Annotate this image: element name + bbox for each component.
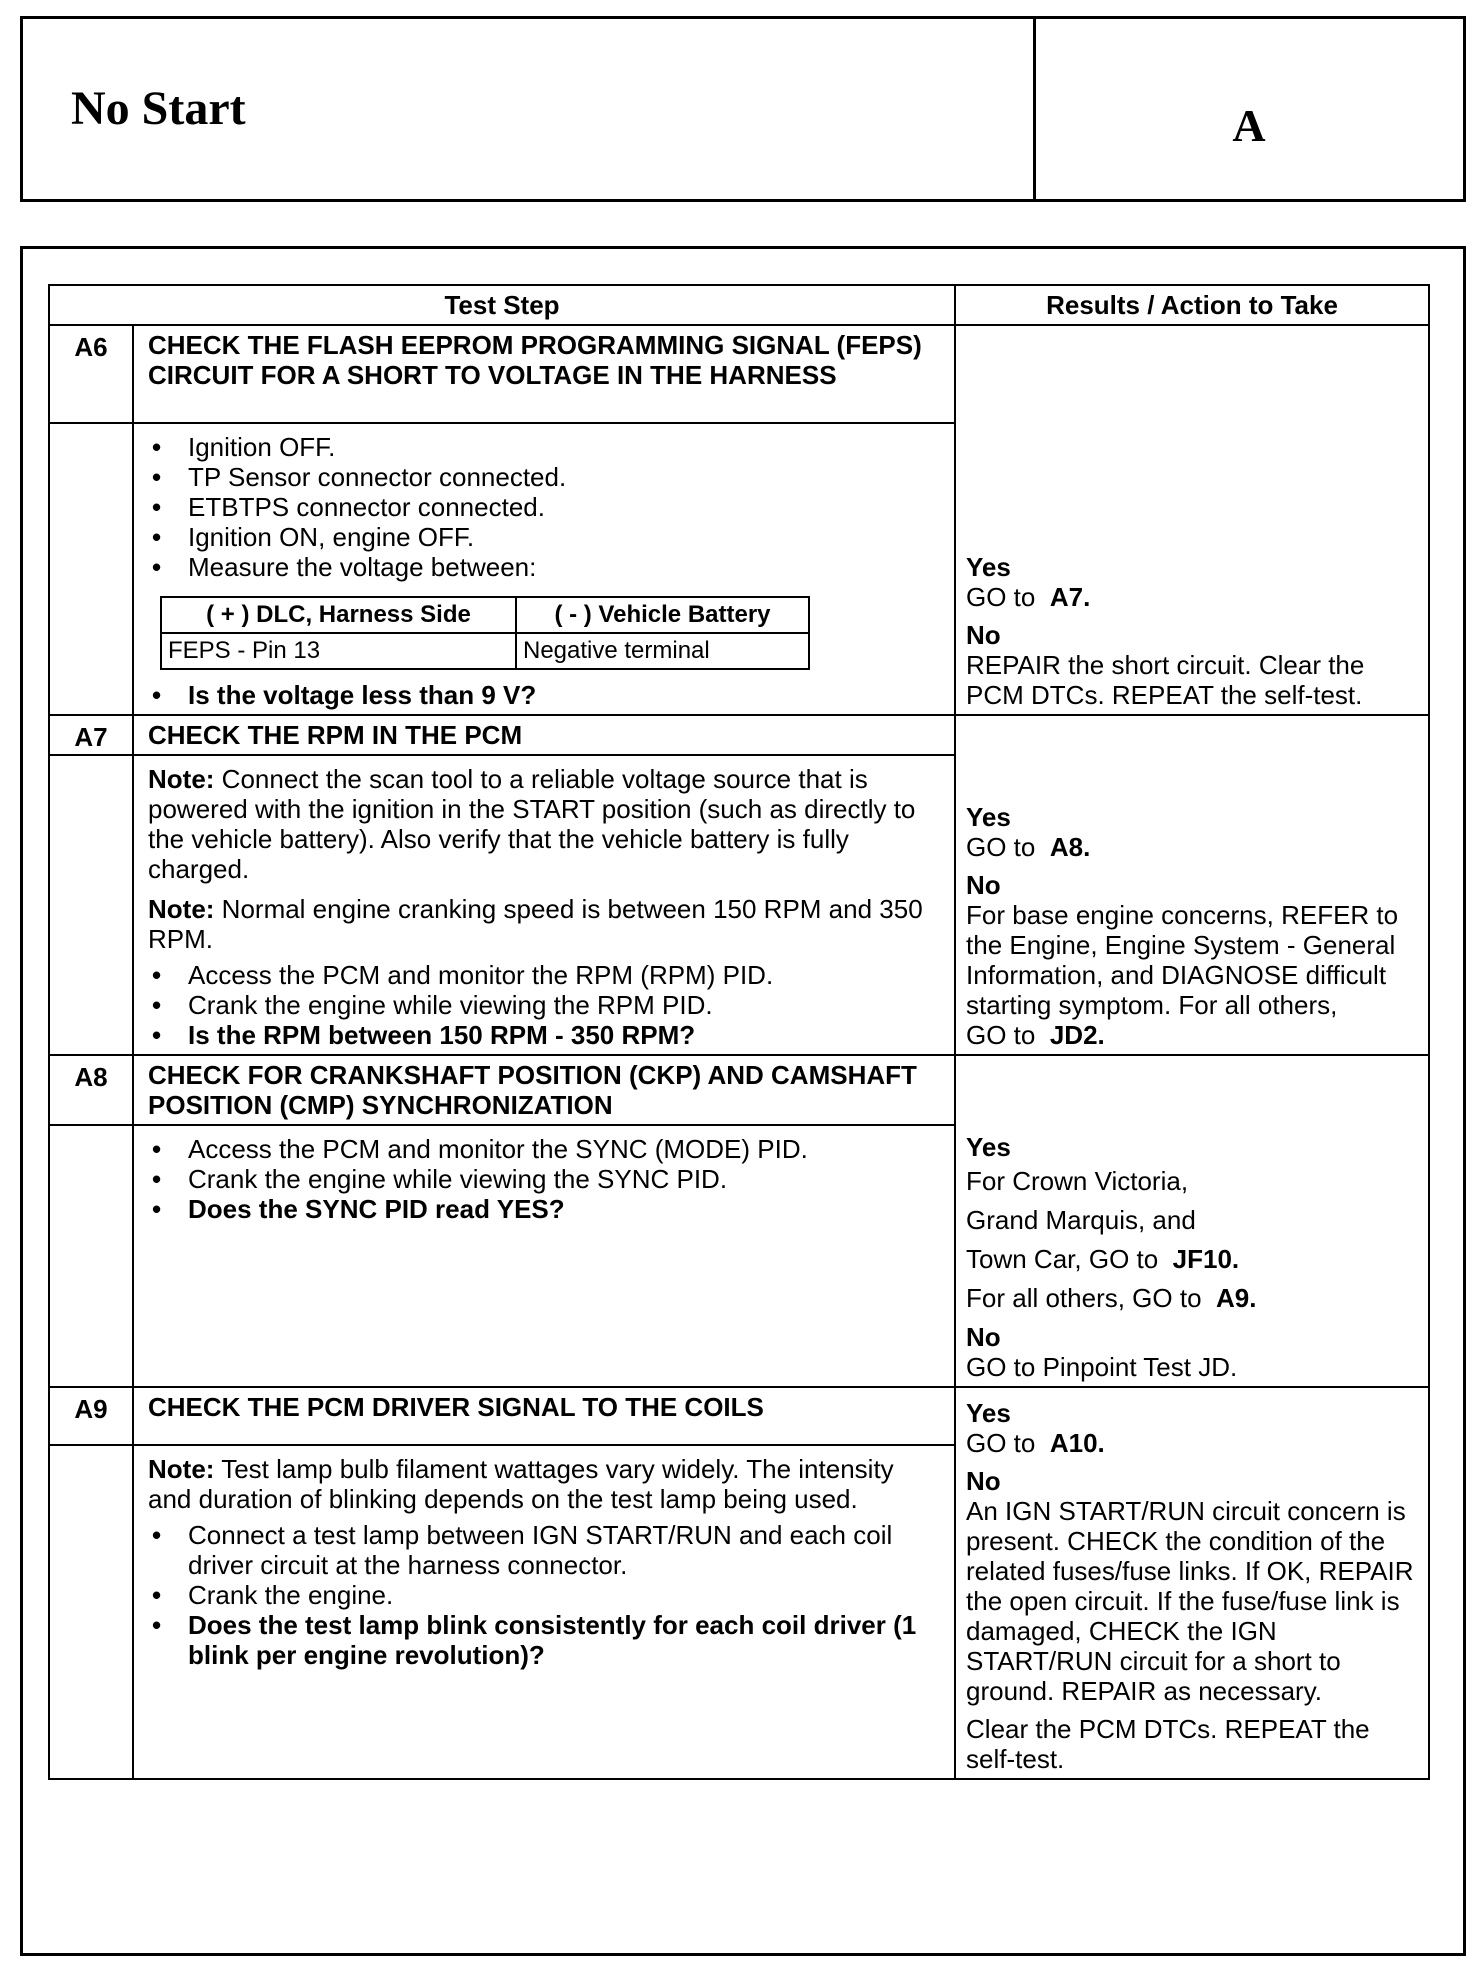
result-yes-line: For all others, GO to A9.	[966, 1283, 1257, 1313]
step-note: Note: Test lamp bulb filament wattages vary widely. The intensity and duration of blinking depends on the test lamp being used.	[148, 1454, 894, 1515]
list-item: • Crank the engine while viewing the RPM PID.	[148, 990, 944, 1020]
result-no-action-2: Clear the PCM DTCs. REPEAT the self-test.	[966, 1714, 1370, 1774]
result-yes-action: GO to A7.	[966, 582, 1091, 612]
result-no-label: No	[966, 620, 1001, 650]
step-a8-title-row	[49, 1055, 1429, 1125]
step-a6-results	[955, 325, 1429, 715]
result-no-label: No	[966, 1466, 1001, 1496]
step-bullet-list	[148, 960, 944, 1050]
step-id: A9	[49, 1387, 133, 1445]
page-header	[20, 16, 1466, 202]
step-a9-instructions	[133, 1445, 955, 1779]
col-header-test-step: Test Step	[49, 285, 955, 325]
step-note: Note: Connect the scan tool to a reliable voltage source that is powered with the ignition in the START position (such as directly to the vehicle battery). Also verify that the vehicle battery is fully charged.	[148, 764, 916, 884]
result-yes-label: Yes	[966, 802, 1011, 832]
result-no-label: No	[966, 1322, 1001, 1352]
test-step-table	[48, 284, 1430, 1780]
result-no-action: GO to Pinpoint Test JD.	[966, 1352, 1238, 1382]
result-no-label: No	[966, 870, 1001, 900]
step-title: CHECK FOR CRANKSHAFT POSITION (CKP) AND CAMSHAFT POSITION (CMP) SYNCHRONIZATION	[133, 1055, 955, 1125]
step-question: • Does the SYNC PID read YES?	[148, 1194, 944, 1224]
step-title: CHECK THE PCM DRIVER SIGNAL TO THE COILS	[133, 1387, 955, 1445]
list-item: • Connect a test lamp between IGN START/RUN and each coil driver circuit at the harness connector.	[148, 1520, 944, 1580]
meas-cell-negative: Negative terminal	[516, 633, 809, 669]
step-id: A8	[49, 1055, 133, 1125]
result-no-action: For base engine concerns, REFER to the Engine, Engine System - General Information, and DIAGNOSE difficult starting symptom. For all others,	[966, 900, 1399, 1020]
meas-cell-positive: FEPS - Pin 13	[161, 633, 516, 669]
measurement-table	[160, 596, 810, 670]
step-a6-title-row	[49, 325, 1429, 423]
step-id: A6	[49, 325, 133, 423]
table-header-row	[49, 285, 1429, 325]
meas-header-positive: ( + ) DLC, Harness Side	[161, 597, 516, 633]
step-bullet-list	[148, 1520, 944, 1670]
list-item: • Ignition ON, engine OFF.	[148, 522, 944, 552]
step-note: Note: Normal engine cranking speed is between 150 RPM and 350 RPM.	[148, 894, 923, 954]
step-bullet-list	[148, 1134, 944, 1224]
step-question: • Is the voltage less than 9 V?	[148, 680, 944, 710]
page-title: No Start	[71, 82, 246, 135]
step-a9-title-row	[49, 1387, 1429, 1445]
step-a6-instructions	[133, 423, 955, 715]
section-label: A	[1232, 100, 1266, 151]
step-title: CHECK THE FLASH EEPROM PROGRAMMING SIGNAL (FEPS) CIRCUIT FOR A SHORT TO VOLTAGE IN THE HARNESS	[133, 325, 955, 423]
result-yes-line: For Crown Victoria,	[966, 1166, 1189, 1196]
step-a7-title-row	[49, 715, 1429, 755]
step-id: A7	[49, 715, 133, 755]
step-title: CHECK THE RPM IN THE PCM	[133, 715, 955, 755]
list-item: • Crank the engine while viewing the SYNC PID.	[148, 1164, 944, 1194]
result-no-action: An IGN START/RUN circuit concern is present. CHECK the condition of the related fuses/fuse links. If OK, REPAIR the open circuit. If the fuse/fuse link is damaged, CHECK the IGN START/RUN circuit for a short to ground. REPAIR as necessary.	[966, 1496, 1414, 1706]
result-yes-action: GO to A10.	[966, 1428, 1105, 1458]
list-item: • TP Sensor connector connected.	[148, 462, 944, 492]
result-no-action: REPAIR the short circuit. Clear the PCM DTCs. REPEAT the self-test.	[966, 650, 1365, 710]
list-item: • Crank the engine.	[148, 1580, 944, 1610]
step-question: • Is the RPM between 150 RPM - 350 RPM?	[148, 1020, 944, 1050]
step-a9-results	[955, 1387, 1429, 1779]
result-yes-label: Yes	[966, 1132, 1011, 1162]
meas-header-negative: ( - ) Vehicle Battery	[516, 597, 809, 633]
step-question: • Does the test lamp blink consistently for each coil driver (1 blink per engine revolution)?	[148, 1610, 944, 1670]
result-no-goto: GO to JD2.	[966, 1020, 1105, 1050]
list-item: • ETBTPS connector connected.	[148, 492, 944, 522]
step-a8-results	[955, 1055, 1429, 1387]
step-bullet-list	[148, 432, 944, 582]
result-yes-label: Yes	[966, 1398, 1011, 1428]
list-item: • Access the PCM and monitor the RPM (RPM) PID.	[148, 960, 944, 990]
list-item: • Ignition OFF.	[148, 432, 944, 462]
step-a7-instructions	[133, 755, 955, 1055]
step-a8-instructions	[133, 1125, 955, 1387]
list-item: • Access the PCM and monitor the SYNC (MODE) PID.	[148, 1134, 944, 1164]
result-yes-label: Yes	[966, 552, 1011, 582]
result-yes-line: Town Car, GO to JF10.	[966, 1244, 1240, 1274]
result-yes-line: Grand Marquis, and	[966, 1205, 1196, 1235]
result-yes-action: GO to A8.	[966, 832, 1091, 862]
list-item: • Measure the voltage between:	[148, 552, 944, 582]
step-a7-results	[955, 715, 1429, 1055]
col-header-results: Results / Action to Take	[955, 285, 1429, 325]
